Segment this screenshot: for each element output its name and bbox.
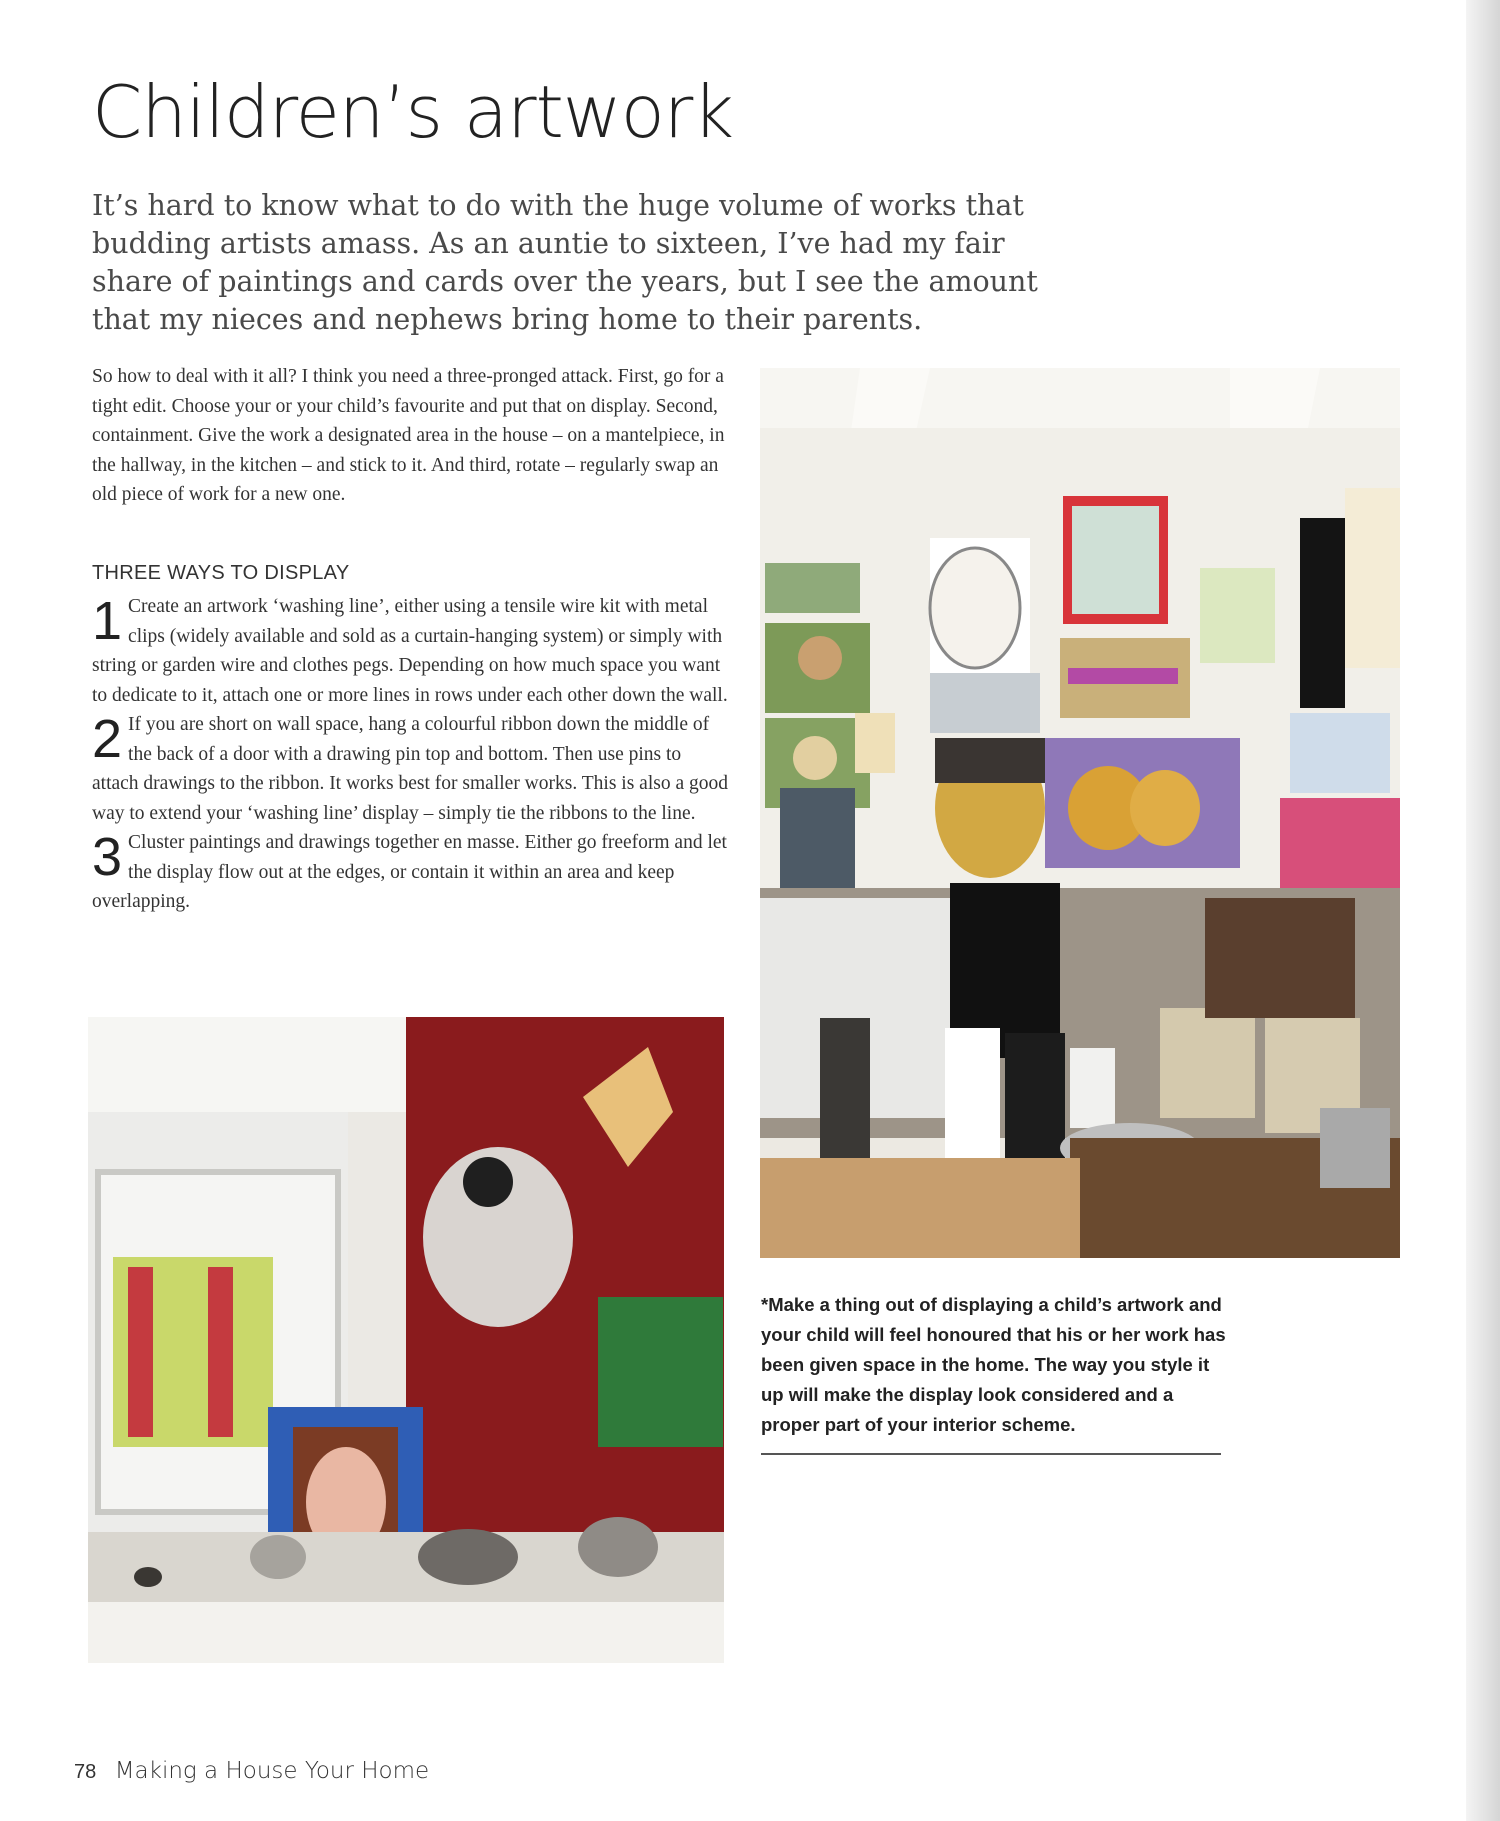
caption-divider: [761, 1453, 1221, 1455]
page-title: Children’s artwork: [92, 70, 734, 154]
tip-text: Create an artwork ‘washing line’, either using a tensile wire kit with metal clips (widely available and sold as a curtain-hanging system) or simply with string or garden wire and clothes pegs. Depending on how much space you want to dedicate to it, attach one or more lines in rows under each other down the wall.: [92, 596, 728, 706]
tip-text: Cluster paintings and drawings together en masse. Either go freeform and let the display flow out at the edges, or contain it within an area and keep overlapping.: [92, 832, 727, 912]
kitchen-artwork-photo: [760, 368, 1400, 1258]
intro-paragraph: It’s hard to know what to do with the huge volume of works that budding artists amass. As an auntie to sixteen, I’ve had my fair share of paintings and cards over the years, but I see the amount that my nieces and nephews bring home to their parents.: [92, 189, 1038, 336]
tip-number: 2: [92, 709, 123, 769]
body-paragraph: So how to deal with it all? I think you need a three-pronged attack. First, go for a tight edit. Choose your or your child’s favourite and put that on display. Second, containment. Give the work a designated area in the house – on a mantelpiece, in the hallway, in the kitchen – and stick to it. And third, rotate – regularly swap an old piece of work for a new one.: [92, 366, 725, 505]
kitchen-artwork-illustration: [760, 368, 1400, 1258]
mantelpiece-artwork-photo: [88, 1017, 724, 1663]
tip-text: If you are short on wall space, hang a colourful ribbon down the middle of the back of a door with a drawing pin top and bottom. Then use pins to attach drawings to the ribbon. It works best for smaller works. This is also a good way to extend your ‘washing line’ display – simply tie the ribbons to the line.: [92, 714, 728, 824]
tip-item: [92, 710, 732, 828]
page-gutter-shadow: [1466, 0, 1500, 1821]
section-subheading: THREE WAYS TO DISPLAY: [92, 562, 350, 584]
page-number: 78: [74, 1761, 97, 1783]
tip-number: 3: [92, 827, 123, 887]
mantelpiece-artwork-illustration: [88, 1017, 724, 1663]
page-footer: [74, 1758, 429, 1784]
tip-item: [92, 828, 732, 917]
photo-caption: *Make a thing out of displaying a child’s artwork and your child will feel honoured that his or her work has been given space in the home. The way you style it up will make the display look considered and a proper part of your interior scheme.: [761, 1294, 1226, 1435]
tip-item: [92, 592, 732, 710]
running-footer-section: Making a House Your Home: [114, 1758, 430, 1784]
tip-number: 1: [92, 591, 123, 651]
tips-list: [92, 592, 732, 917]
